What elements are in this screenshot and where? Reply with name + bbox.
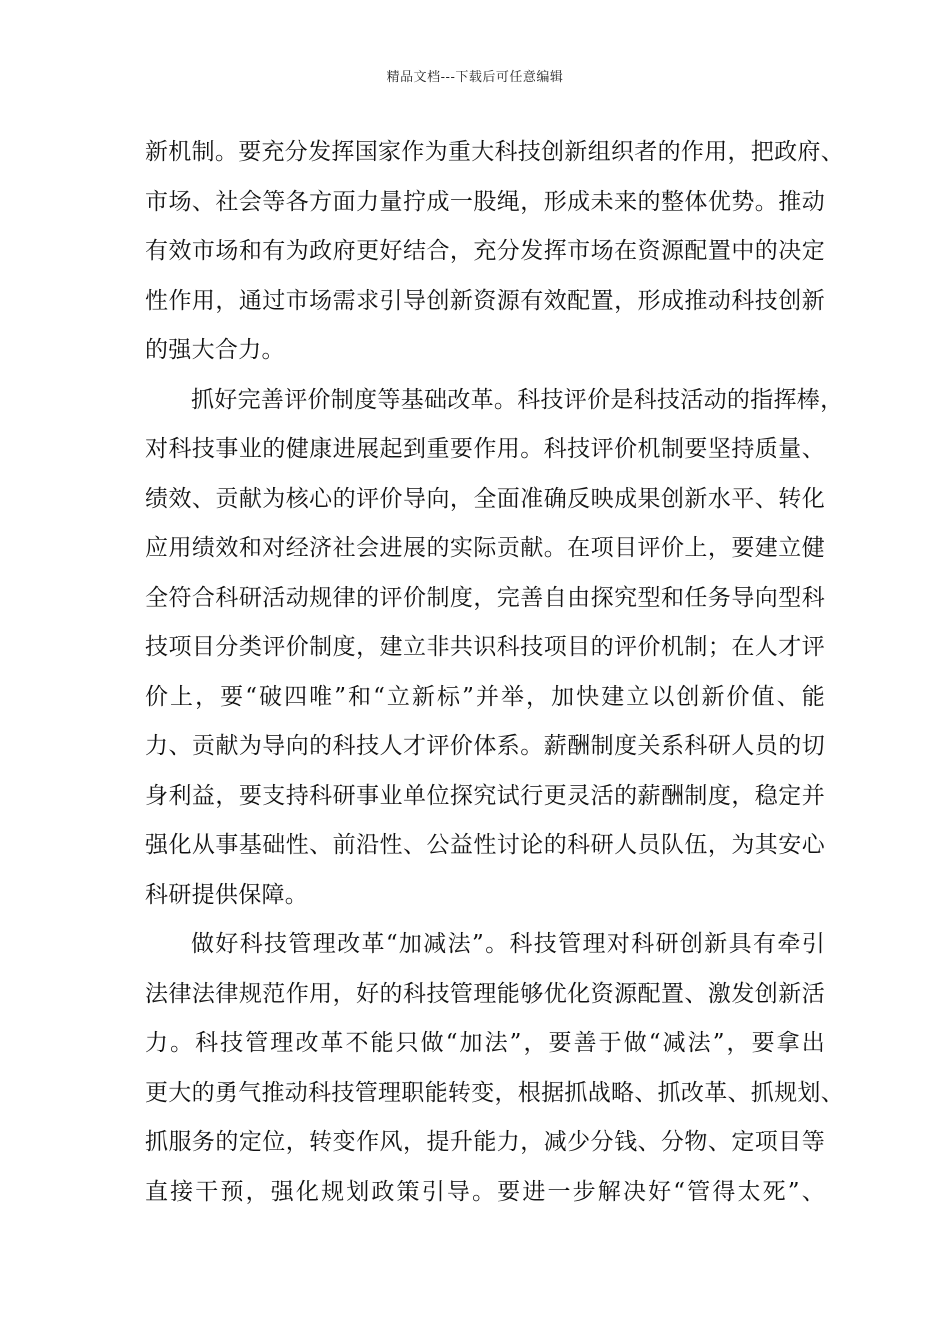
document-body	[145, 128, 844, 1217]
text-line: 做好科技管理改革“加减法”。科技管理对科研创新具有牵引	[191, 931, 825, 957]
text-line: 绩效、贡献为核心的评价导向，全面准确反映成果创新水平、转化	[145, 485, 825, 512]
text-line: 市场、社会等各方面力量拧成一股绳，形成未来的整体优势。推动	[145, 188, 825, 215]
text-line: 对科技事业的健康进展起到重要作用。科技评价机制要坚持质量、	[145, 436, 825, 462]
text-line: 直接干预，强化规划政策引导。要进一步解决好“管得太死”、	[145, 1178, 825, 1205]
text-line: 抓好完善评价制度等基础改革。科技评价是科技活动的指挥棒，	[191, 386, 844, 413]
page-header: 精品文档---下载后可任意编辑	[386, 70, 564, 85]
paragraph-2	[145, 376, 844, 921]
text-line: 有效市场和有为政府更好结合，充分发挥市场在资源配置中的决定	[145, 238, 825, 264]
text-line: 强化从事基础性、前沿性、公益性讨论的科研人员队伍，为其安心	[145, 832, 825, 858]
text-line: 身利益，要支持科研事业单位探究试行更灵活的薪酬制度，稳定并	[145, 782, 825, 809]
text-line: 更大的勇气推动科技管理职能转变，根据抓战略、抓改革、抓规划、	[145, 1079, 844, 1106]
text-line: 的强大合力。	[145, 337, 285, 363]
text-line: 法律法律规范作用，好的科技管理能够优化资源配置、激发创新活	[145, 980, 825, 1007]
paragraph-3	[145, 920, 844, 1217]
paragraph-1	[145, 128, 844, 376]
text-line: 性作用，通过市场需求引导创新资源有效配置，形成推动科技创新	[145, 287, 825, 314]
text-line: 技项目分类评价制度，建立非共识科技项目的评价机制；在人才评	[145, 634, 825, 660]
text-line: 科研提供保障。	[145, 881, 309, 908]
text-line: 力。科技管理改革不能只做“加法”，要善于做“减法”，要拿出	[145, 1030, 825, 1056]
text-line: 全符合科研活动规律的评价制度，完善自由探究型和任务导向型科	[145, 584, 825, 611]
text-line: 应用绩效和对经济社会进展的实际贡献。在项目评价上，要建立健	[145, 535, 825, 561]
text-line: 新机制。要充分发挥国家作为重大科技创新组织者的作用，把政府、	[145, 139, 844, 165]
text-line: 力、贡献为导向的科技人才评价体系。薪酬制度关系科研人员的切	[145, 733, 825, 759]
text-line: 价上，要“破四唯”和“立新标”并举，加快建立以创新价值、能	[145, 683, 825, 710]
text-line: 抓服务的定位，转变作风，提升能力，减少分钱、分物、定项目等	[145, 1129, 825, 1155]
